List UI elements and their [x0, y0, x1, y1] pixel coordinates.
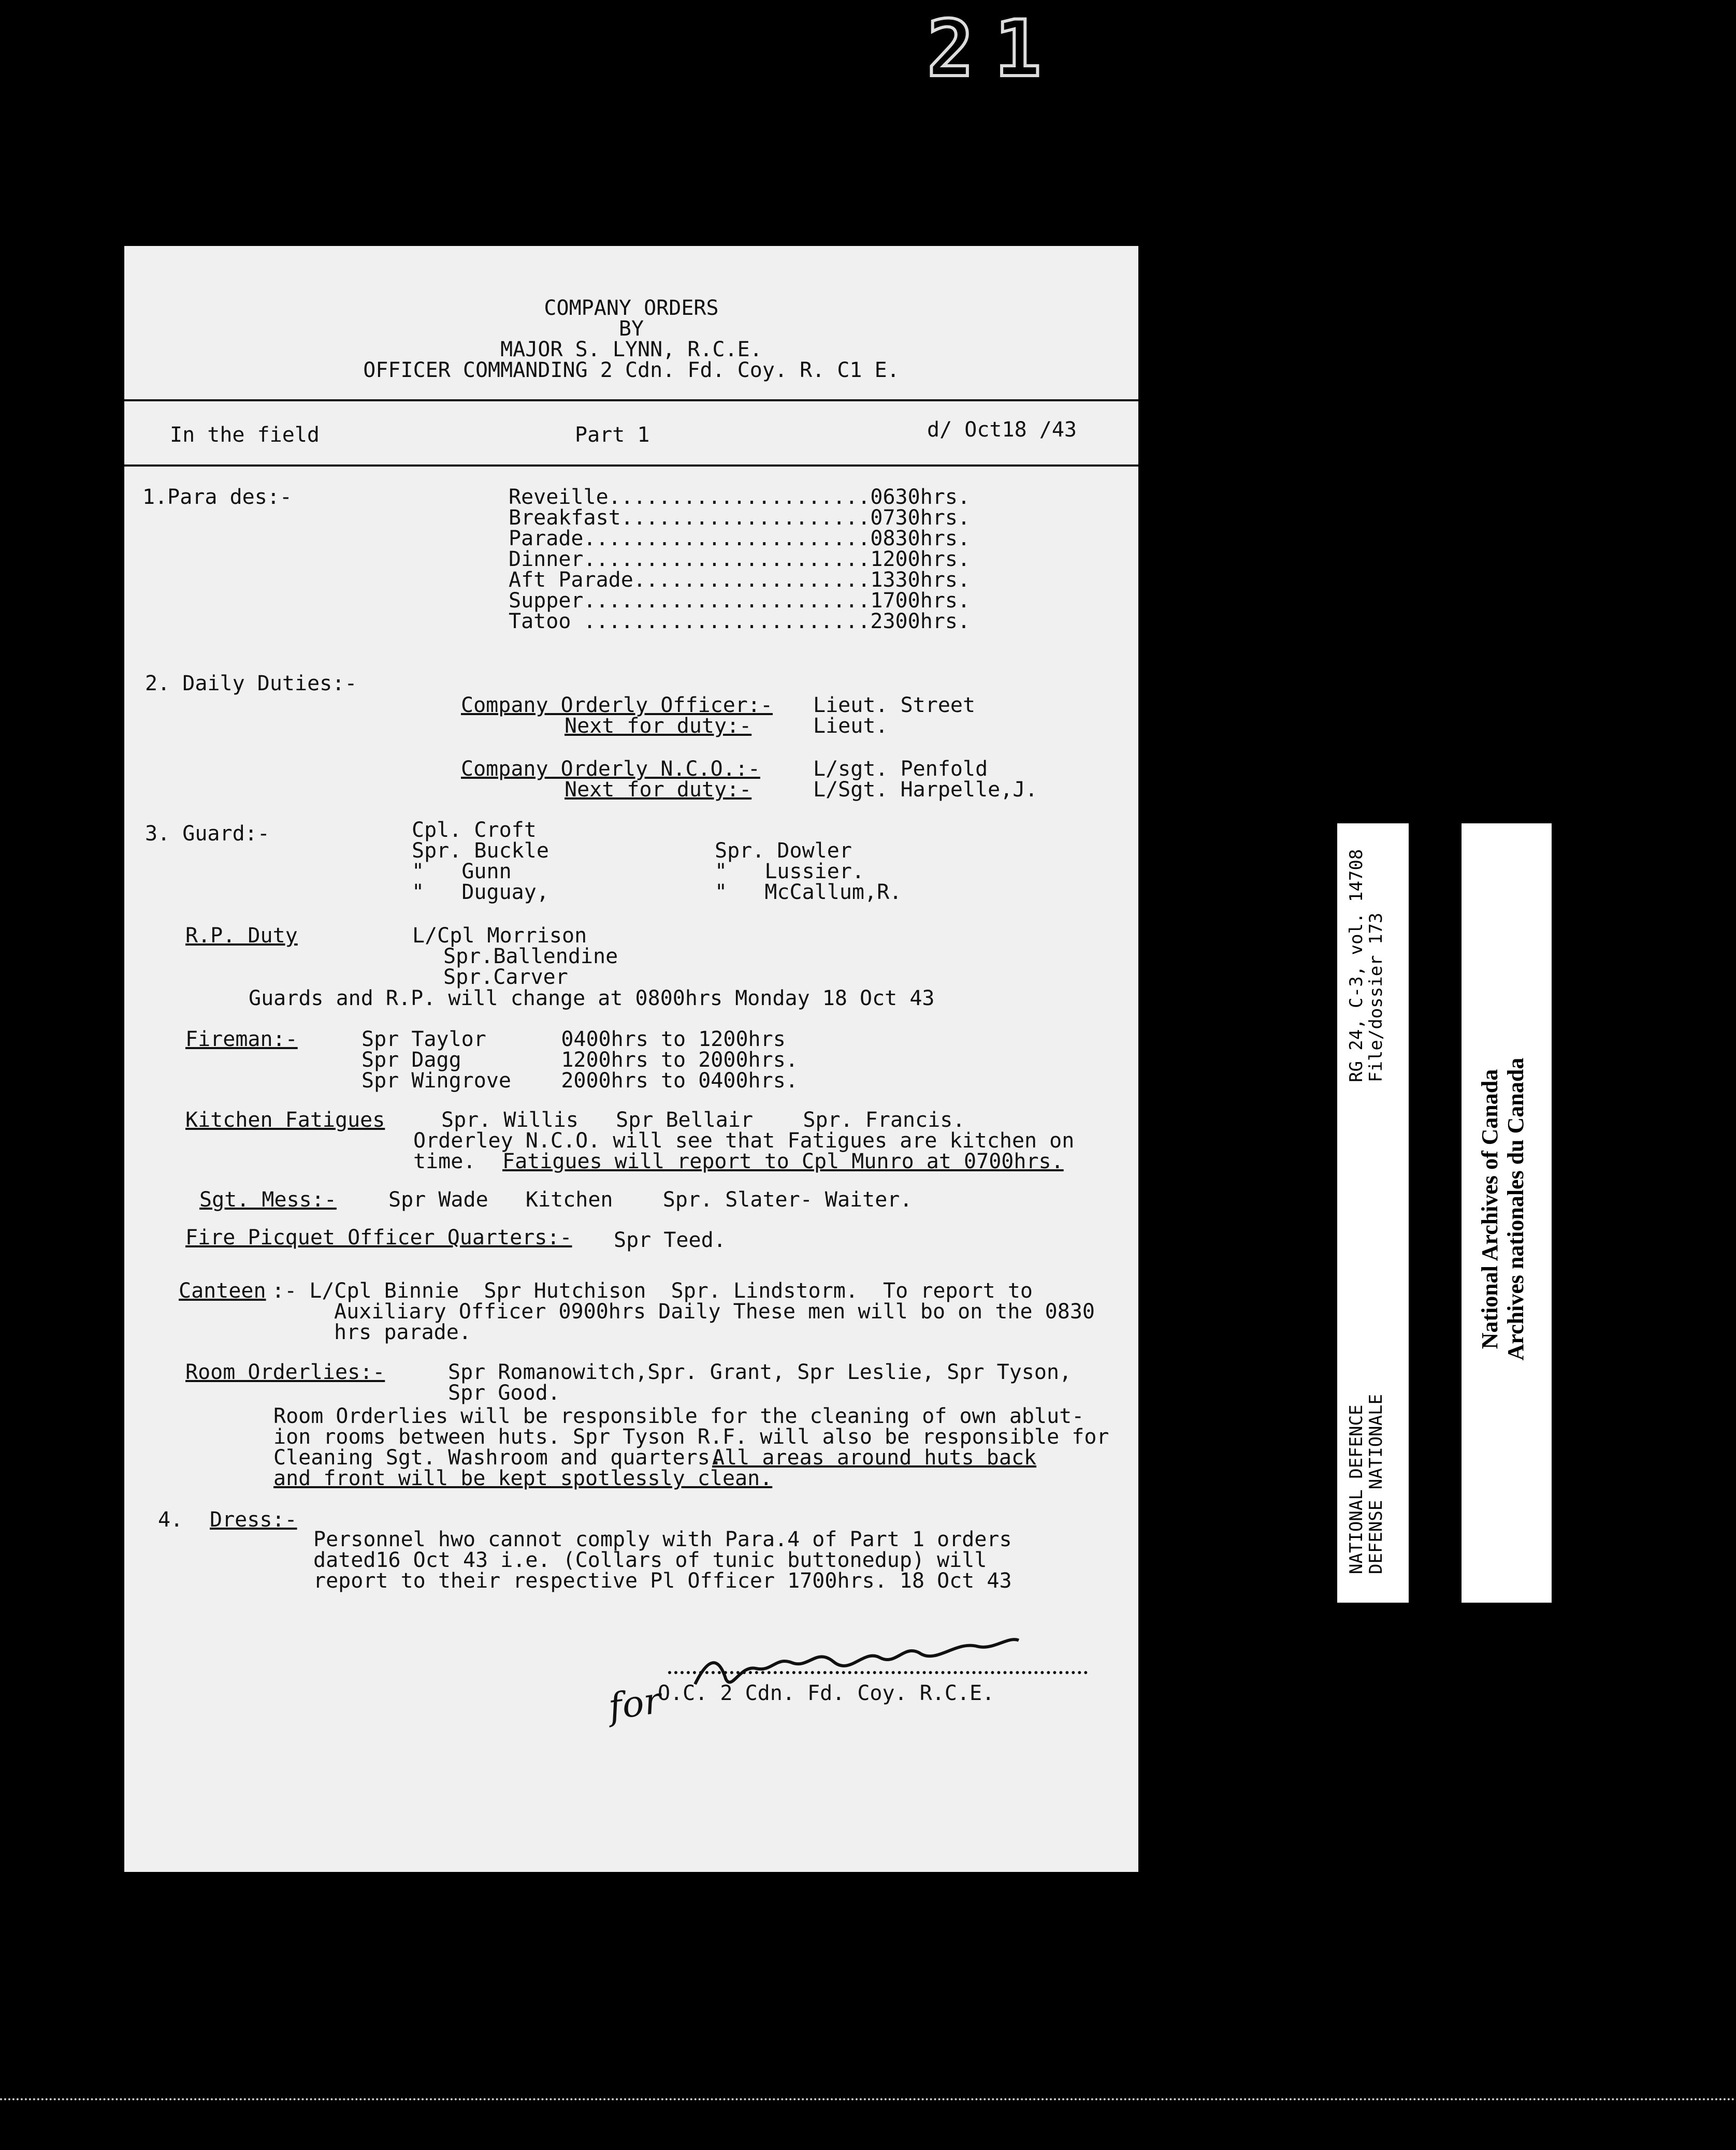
- guard-member: " McCallum,R.: [715, 880, 902, 904]
- guard-list-left: [412, 820, 549, 903]
- film-edge-line: [0, 2098, 1736, 2100]
- order-date: d/ Oct18 /43: [927, 418, 1077, 442]
- schedule-item: Dinner.......................1200hrs.: [509, 547, 971, 571]
- next-nco-name: L/Sgt. Harpelle,J.: [813, 778, 1038, 802]
- national-defence-text: [1347, 1394, 1386, 1574]
- next-nco-label: Next for duty:-: [565, 778, 752, 802]
- canteen-line1: :- L/Cpl Binnie Spr Hutchison Spr. Lindstorm. To report to: [272, 1279, 1033, 1303]
- dress-heading: Dress:-: [210, 1508, 297, 1532]
- room-orderlies-line5: Cleaning Sgt. Washroom and quarters.: [273, 1446, 722, 1470]
- next-officer-label: Next for duty:-: [565, 714, 752, 738]
- guard-change-note: Guards and R.P. will change at 0800hrs Monday 18 Oct 43: [249, 986, 935, 1010]
- sgt-mess-heading: Sgt. Mess:-: [199, 1188, 337, 1212]
- schedule-item: Reveille.....................0630hrs.: [509, 485, 971, 509]
- guard-member: " Lussier.: [715, 860, 864, 883]
- schedule-item: Tatoo .......................2300hrs.: [509, 609, 971, 633]
- canteen-line3: hrs parade.: [334, 1320, 471, 1344]
- header-by: BY: [618, 317, 644, 341]
- room-orderlies-names-2: Spr Good.: [448, 1381, 560, 1405]
- dress-line2: dated16 Oct 43 i.e. (Collars of tunic buttonedup) will: [313, 1548, 987, 1572]
- room-orderlies-heading: Room Orderlies:-: [185, 1360, 385, 1384]
- header-rule-bottom: [124, 464, 1138, 467]
- room-orderlies-names: Spr Romanowitch,Spr. Grant, Spr Leslie, Spr Tyson,: [448, 1360, 1072, 1384]
- national-archives-label: [1462, 823, 1552, 1603]
- signature-typed: O.C. 2 Cdn. Fd. Coy. R.C.E.: [658, 1681, 995, 1705]
- archives-label-text: [1477, 898, 1529, 1520]
- archives-name-en: National Archives of Canada: [1477, 1069, 1502, 1349]
- kitchen-fatigues-note-time: time.: [413, 1150, 476, 1173]
- guard-member: Cpl. Croft: [412, 818, 537, 842]
- dress-line1: Personnel hwo cannot comply with Para.4 of Part 1 orders: [313, 1528, 1012, 1551]
- signature-dotted-line: [668, 1671, 1088, 1674]
- archives-name-fr: Archives nationales du Canada: [1503, 1057, 1528, 1361]
- rp-member: L/Cpl Morrison: [412, 924, 587, 948]
- guard-member: Spr. Buckle: [412, 839, 549, 863]
- kitchen-fatigues-heading: Kitchen Fatigues: [185, 1108, 385, 1132]
- stamp-line: File/dossier 173: [1366, 912, 1386, 1082]
- rp-duty-heading: R.P. Duty: [185, 924, 298, 948]
- sgt-mess-text: Spr Wade Kitchen Spr. Slater- Waiter.: [388, 1188, 913, 1212]
- guard-member: " Duguay,: [412, 880, 549, 904]
- kitchen-fatigues-report: Fatigues will report to Cpl Munro at 0700hrs.: [502, 1150, 1064, 1173]
- kitchen-fatigues-names: Spr. Willis Spr Bellair Spr. Francis.: [441, 1108, 965, 1132]
- archive-reference-stamp: [1337, 823, 1409, 1603]
- record-group-text: [1347, 849, 1386, 1082]
- part-number: Part 1: [575, 423, 650, 447]
- daily-duties-heading: 2. Daily Duties:-: [145, 672, 357, 695]
- orderly-officer-label: Company Orderly Officer:-: [461, 693, 773, 717]
- schedule-item: Parade.......................0830hrs.: [509, 527, 971, 550]
- fire-picquet-text: Spr Teed.: [614, 1228, 726, 1252]
- signature-for: for: [605, 1679, 664, 1728]
- guard-member: Spr. Dowler: [715, 839, 852, 863]
- location: In the field: [170, 423, 320, 447]
- orderly-nco-name: L/sgt. Penfold: [813, 757, 988, 781]
- fireman-row: Spr Wingrove 2000hrs to 0400hrs.: [361, 1069, 798, 1093]
- room-orderlies-line3: Room Orderlies will be responsible for the cleaning of own ablut-: [273, 1404, 1084, 1428]
- room-orderlies-cleanliness-2: and front will be kept spotlessly clean.: [273, 1466, 773, 1490]
- company-orders-document: [124, 246, 1138, 1872]
- orderly-nco-label: Company Orderly N.C.O.:-: [461, 757, 760, 781]
- header-rule-top: [124, 399, 1138, 401]
- header-title: COMPANY ORDERS: [544, 296, 719, 320]
- stamp-line: RG 24, C-3, vol. 14708: [1346, 849, 1367, 1082]
- next-officer-name: Lieut.: [813, 714, 888, 738]
- schedule-item: Breakfast....................0730hrs.: [509, 506, 971, 530]
- fireman-list: [361, 1029, 798, 1091]
- dress-number: 4.: [158, 1508, 183, 1532]
- header-unit: OFFICER COMMANDING 2 Cdn. Fd. Coy. R. C1 E.: [363, 358, 900, 382]
- orderly-officer-name: Lieut. Street: [813, 693, 976, 717]
- rp-duty-list: [412, 925, 618, 987]
- para-des-heading: 1.Para des:-: [142, 485, 292, 509]
- fireman-row: Spr Dagg 1200hrs to 2000hrs.: [361, 1048, 798, 1072]
- fire-picquet-heading: Fire Picquet Officer Quarters:-: [185, 1226, 572, 1250]
- guard-heading: 3. Guard:-: [145, 822, 270, 846]
- stamp-line: NATIONAL DEFENCE: [1346, 1404, 1367, 1574]
- frame-number: 21: [927, 4, 1062, 94]
- guard-member: " Gunn: [412, 860, 512, 883]
- canteen-line2: Auxiliary Officer 0900hrs Daily These men will bo on the 0830: [334, 1300, 1095, 1324]
- canteen-heading: Canteen: [179, 1279, 266, 1303]
- header-commander: MAJOR S. LYNN, R.C.E.: [500, 338, 762, 361]
- fireman-row: Spr Taylor 0400hrs to 1200hrs: [361, 1027, 786, 1051]
- dress-line3: report to their respective Pl Officer 1700hrs. 18 Oct 43: [313, 1569, 1012, 1593]
- room-orderlies-line4: ion rooms between huts. Spr Tyson R.F. will also be responsible for: [273, 1425, 1109, 1449]
- schedule-item: Aft Parade...................1330hrs.: [509, 568, 971, 592]
- room-orderlies-cleanliness: All areas around huts back: [712, 1446, 1037, 1470]
- guard-list-right: [715, 840, 902, 903]
- kitchen-fatigues-note: Orderley N.C.O. will see that Fatigues are kitchen on: [413, 1129, 1075, 1153]
- schedule-list: [509, 487, 970, 632]
- rp-member: Spr.Carver: [443, 965, 568, 989]
- schedule-item: Supper.......................1700hrs.: [509, 589, 971, 613]
- stamp-line: DEFENSE NATIONALE: [1366, 1394, 1386, 1574]
- fireman-heading: Fireman:-: [185, 1027, 298, 1051]
- rp-member: Spr.Ballendine: [443, 945, 618, 968]
